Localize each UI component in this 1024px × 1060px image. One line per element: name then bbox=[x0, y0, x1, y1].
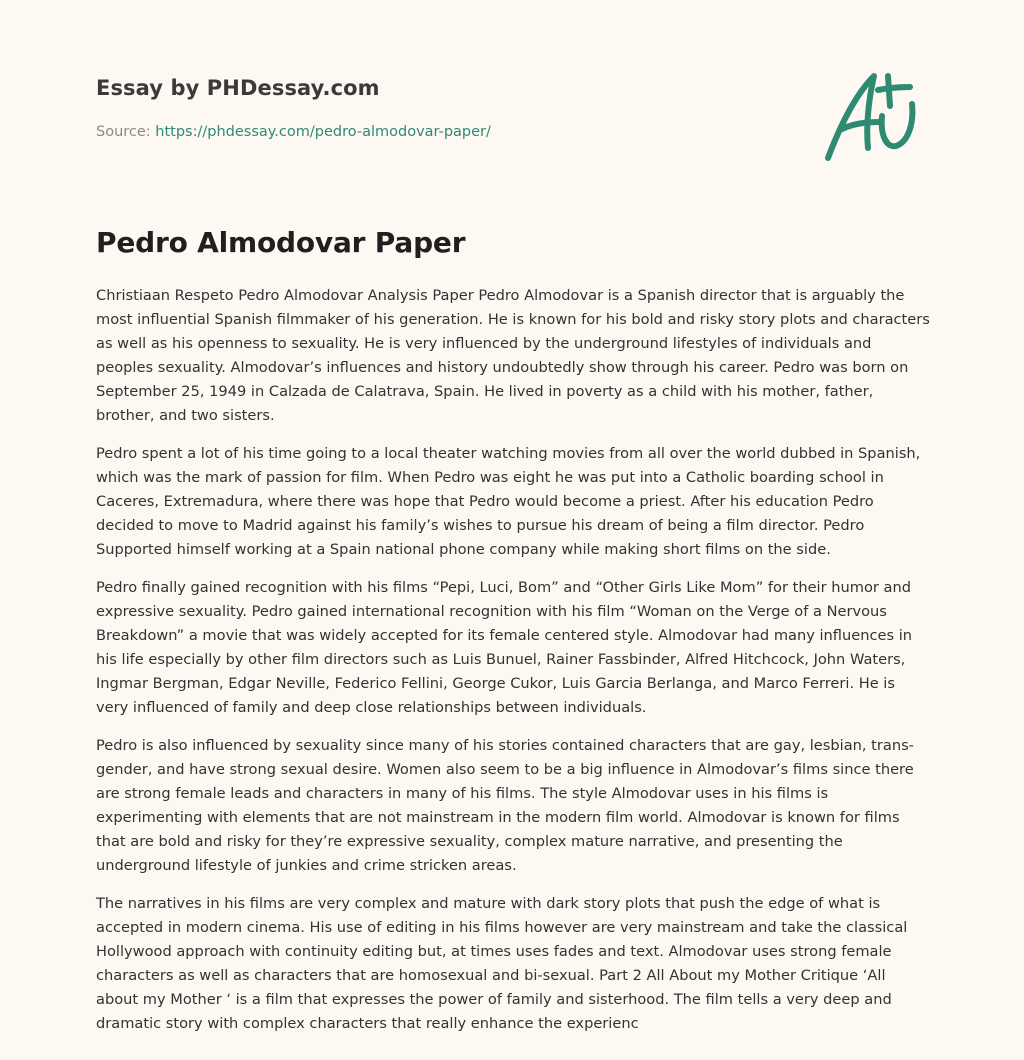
page-title: Pedro Almodovar Paper bbox=[96, 226, 466, 259]
paragraph: Pedro is also influenced by sexuality since many of his stories contained characters that are gay, lesbian, trans-gender, and have strong sexual desire. Women also seem to be a big influence in Almodovar’s films since there are strong female leads and characters in many of his films. The style Almodovar uses in his films is experimenting with elements that are not mainstream in the modern film world. Almodovar is known for films that are bold and risky for they’re expressive sexuality, complex mature narrative, and presenting the underground lifestyle of junkies and crime stricken areas. bbox=[96, 737, 914, 874]
source-line bbox=[96, 124, 491, 140]
brand-title: Essay by PHDessay.com bbox=[96, 76, 380, 100]
paragraph: Pedro finally gained recognition with his films “Pepi, Luci, Bom” and “Other Girls Like Mom” for their humor and expressive sexuality. Pedro gained international recognition with his film “Woman on the Verge of a Nervous Breakdown” a movie that was widely accepted for its female centered style. Almodovar had many influences in his life especially by other film directors such as Luis Bunuel, Rainer Fassbinder, Alfred Hitchcock, John Waters, Ingmar Bergman, Edgar Neville, Federico Fellini, George Cukor, Luis Garcia Berlanga, and Marco Ferreri. He is very influenced of family and deep close relationships between individuals. bbox=[96, 579, 913, 716]
paragraph: Christiaan Respeto Pedro Almodovar Analysis Paper Pedro Almodovar is a Spanish director that is arguably the most influential Spanish filmmaker of his generation. He is known for his bold and risky story plots and characters as well as his openness to sexuality. He is very influenced by the underground lifestyles of individuals and peoples sexuality. Almodovar’s influences and history undoubtedly show through his career. Pedro was born on September 25, 1949 in Calzada de Calatrava, Spain. He lived in poverty as a child with his mother, father, brother, and two sisters. bbox=[96, 287, 930, 424]
source-link[interactable]: https://phdessay.com/pedro-almodovar-paper/ bbox=[155, 124, 491, 140]
paragraph: The narratives in his films are very complex and mature with dark story plots that push the edge of what is accepted in modern cinema. His use of editing in his films however are very mainstream and take the classical Hollywood approach with continuity editing but, at times uses fades and text. Almodovar uses strong female characters as well as characters that are homosexual and bi-sexual. Part 2 All About my Mother Critique ‘All about my Mother ‘ is a film that expresses the power of family and sisterhood. The film tells a very deep and dramatic story with complex characters that really enhance the experienc bbox=[96, 895, 908, 1032]
essay-header bbox=[96, 0, 928, 200]
paragraph: Pedro spent a lot of his time going to a local theater watching movies from all over the world dubbed in Spanish, which was the mark of passion for film. When Pedro was eight he was put into a Catholic boarding school in Caceres, Extremadura, where there was hope that Pedro would become a priest. After his education Pedro decided to move to Madrid against his family’s wishes to pursue his dream of being a film director. Pedro Supported himself working at a Spain national phone company while making short films on the side. bbox=[96, 445, 921, 558]
essay-body bbox=[96, 284, 930, 1050]
a-plus-logo-icon bbox=[822, 66, 926, 166]
source-label: Source: bbox=[96, 124, 156, 140]
